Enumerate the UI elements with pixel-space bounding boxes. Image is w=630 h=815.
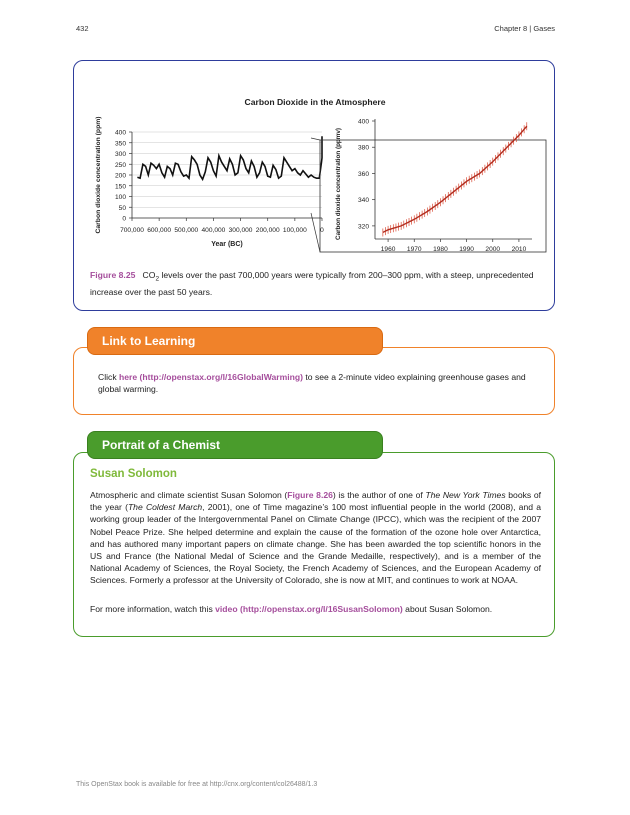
chemist-more-info-paragraph (90, 603, 541, 615)
modern-chart (311, 119, 546, 254)
x-tick-label: 600,000 (147, 227, 172, 234)
bio-text-1: Atmospheric and climate scientist Susan Solomon ( (90, 490, 288, 500)
bio-text-3: books of the year ( (90, 490, 541, 513)
chemist-name: Susan Solomon (90, 468, 177, 480)
seasonal-oscillation (383, 122, 527, 236)
x-tick-label: 1960 (380, 246, 396, 253)
figure-number: Figure 8.25 (90, 270, 136, 280)
x-tick-label: 500,000 (174, 227, 199, 234)
caption-subscript: 2 (155, 275, 160, 283)
figure-caption (90, 269, 540, 298)
y-tick-label: 100 (114, 194, 126, 201)
inset-frame (320, 140, 546, 252)
x-tick-label: 1970 (406, 246, 422, 253)
x-tick-label: 700,000 (120, 227, 144, 234)
y-tick-label: 200 (114, 172, 126, 180)
y-tick-label: 380 (357, 144, 369, 152)
more-info-text-2: about Susan Solomon. (402, 604, 493, 614)
figure-box (73, 60, 555, 311)
chart-title: Carbon Dioxide in the Atmosphere (244, 97, 386, 107)
link-text-before: Click (98, 372, 120, 382)
y-tick-label: 300 (114, 151, 126, 158)
link-to-learning-heading: Link to Learning (87, 327, 383, 355)
footer-text: This OpenStax book is available for free at http://cnx.org/content/col26488/1.3 (76, 781, 318, 788)
y-tick-label: 50 (118, 204, 126, 212)
x-tick-label: 2010 (511, 246, 527, 253)
x-tick-label: 200,000 (255, 227, 280, 234)
co2-charts (74, 61, 554, 261)
figure-826-link[interactable]: Figure 8.26 (287, 490, 333, 500)
bio-text-4: , 2001), one of Time magazine’s 100 most influential people in the world (2008), and a working group leader of the Intergovernmental Panel on Climate Change (IPCC), which was the recipient of the 2007 Nobel Peace Prize. She helped determine and explain the cause of the formation of the ozone hole over Antarctica, and has authored many important papers on climate change. She has been awarded the top scientific honors in the US and France (the National Medal of Science and the Grande Medaille, respectively), and is a member of the National Academy of Sciences, the Royal Society, the French Academy of Sciences, and the European Academy of Sciences. Formerly a professor at the University of Colorado, she is now at MIT, and continues to work at NOAA. (90, 502, 541, 586)
zoom-connector-top (311, 138, 320, 140)
x-tick-label: 300,000 (228, 227, 253, 234)
y-tick-label: 400 (114, 129, 126, 137)
x-tick-label: 0 (320, 227, 324, 234)
y-axis-title: Carbon dioxide concentration (ppmv) (335, 128, 342, 240)
x-tick-label: 100,000 (282, 227, 307, 234)
caption-text: levels over the past 700,000 years were typically from 200–300 ppm, with a steep, unprecedented increase over the past 50 years. (90, 270, 534, 297)
x-axis-title: Year (BC) (211, 241, 243, 248)
book-title-nyt: The New York Times (425, 490, 506, 500)
susan-solomon-video-link[interactable]: video (http://openstax.org/l/16SusanSolomon) (215, 604, 403, 614)
chapter-label: Chapter 8 | Gases (494, 24, 555, 33)
co2-modern-trend-line (383, 126, 527, 232)
y-tick-label: 150 (114, 183, 126, 191)
long-term-chart (95, 116, 324, 248)
y-tick-label: 0 (122, 215, 126, 223)
bio-text-2: ) is the author of one of (332, 490, 426, 500)
page-number: 432 (76, 24, 89, 33)
chemist-bio-paragraph (90, 489, 541, 587)
y-tick-label: 350 (114, 140, 126, 148)
global-warming-link[interactable]: here (http://openstax.org/l/16GlobalWarming) (119, 372, 304, 382)
link-to-learning-box (73, 347, 555, 415)
book-title-coldest-march: The Coldest March (127, 502, 203, 513)
y-tick-label: 250 (114, 161, 126, 169)
more-info-text-1: For more information, watch this (90, 604, 216, 614)
y-tick-label: 340 (357, 197, 369, 205)
x-tick-label: 2000 (485, 246, 501, 253)
link-text-after: to see a 2-minute video explaining greenhouse gases and global warming. (98, 372, 526, 394)
x-tick-label: 1990 (459, 246, 474, 253)
y-tick-label: 360 (357, 170, 369, 178)
x-tick-label: 400,000 (201, 227, 226, 234)
y-tick-label: 320 (357, 223, 369, 231)
y-axis-title: Carbon dioxide concentration (ppm) (95, 116, 102, 234)
x-tick-label: 1980 (433, 246, 448, 253)
portrait-of-chemist-heading: Portrait of a Chemist (87, 431, 383, 459)
y-tick-label: 400 (357, 118, 369, 126)
portrait-of-chemist-box (73, 452, 555, 637)
caption-co2: CO (142, 270, 156, 280)
zoom-connector-bottom (311, 213, 320, 252)
link-to-learning-text (98, 371, 538, 395)
